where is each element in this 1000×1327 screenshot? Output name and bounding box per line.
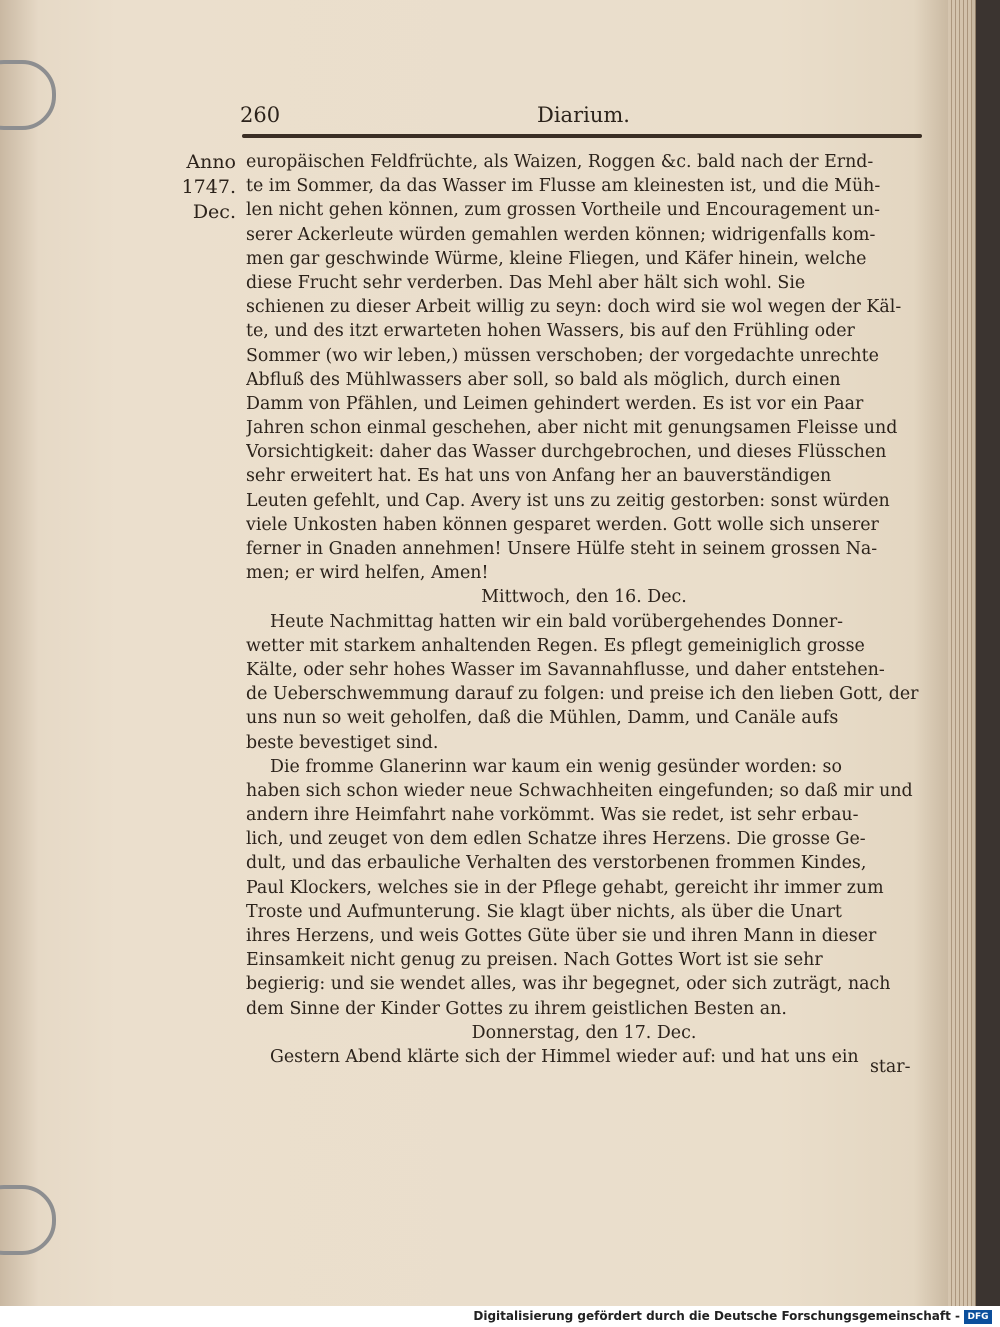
text-line: begierig: und sie wendet alles, was ihr begegnet, oder sich zuträgt, nach	[246, 974, 891, 995]
text-line: Paul Klockers, welches sie in der Pflege gehabt, gereicht ihr immer zum	[246, 877, 884, 898]
margin-note	[170, 150, 236, 225]
running-title: Diarium.	[537, 103, 630, 127]
text-line: Sommer (wo wir leben,) müssen verschoben; der vorgedachte unrechte	[246, 345, 879, 366]
text-line: Gestern Abend klärte sich der Himmel wieder auf: und hat uns ein	[270, 1046, 859, 1067]
text-line: beste bevestiget sind.	[246, 732, 439, 753]
text-line: andern ihre Heimfahrt nahe vorkömmt. Was sie redet, ist sehr erbau-	[246, 805, 859, 826]
footer-bar	[0, 1306, 1000, 1327]
page-edges	[948, 0, 976, 1306]
footer-credit: Digitalisierung gefördert durch die Deutsche Forschungsgemeinschaft -	[473, 1309, 960, 1323]
entry-heading-wednesday: Mittwoch, den 16. Dec.	[481, 587, 687, 608]
header-rule	[242, 134, 922, 138]
text-line: Damm von Pfählen, und Leimen gehindert werden. Es ist vor ein Paar	[246, 393, 864, 414]
text-line: men; er wird helfen, Amen!	[246, 563, 489, 584]
text-line: Troste und Aufmunterung. Sie klagt über nichts, als über die Unart	[246, 901, 842, 922]
page-number: 260	[240, 103, 281, 127]
text-line: Leuten gefehlt, und Cap. Avery ist uns zu zeitig gestorben: sonst würden	[246, 490, 890, 511]
text-line: Kälte, oder sehr hohes Wasser im Savannahflusse, und daher entstehen-	[246, 659, 885, 680]
text-line: serer Ackerleute würden gemahlen werden können; widrigenfalls kom-	[246, 224, 876, 245]
text-line: te, und des itzt erwarteten hohen Wassers, bis auf den Frühling oder	[246, 321, 855, 342]
dfg-logo-icon: DFG	[964, 1310, 992, 1324]
text-line: dult, und das erbauliche Verhalten des verstorbenen frommen Kindes,	[246, 853, 867, 874]
text-line: men gar geschwinde Würme, kleine Fliegen, und Käfer hinein, welche	[246, 248, 867, 269]
text-line: schienen zu dieser Arbeit willig zu seyn: doch wird sie wol wegen der Käl-	[246, 297, 902, 318]
text-line: Heute Nachmittag hatten wir ein bald vorübergehendes Donner-	[270, 611, 844, 632]
entry-heading-thursday: Donnerstag, den 17. Dec.	[471, 1022, 697, 1043]
text-line: Die fromme Glanerinn war kaum ein wenig gesünder worden: so	[270, 756, 842, 777]
text-line: Abfluß des Mühlwassers aber soll, so bald als möglich, durch einen	[246, 369, 841, 390]
text-line: haben sich schon wieder neue Schwachheiten eingefunden; so daß mir und	[246, 780, 913, 801]
margin-note-line: 1747.	[181, 176, 236, 198]
text-line: wetter mit starkem anhaltenden Regen. Es pflegt gemeiniglich grosse	[246, 635, 865, 656]
text-line: viele Unkosten haben können gesparet werden. Gott wolle sich unserer	[246, 514, 879, 535]
text-line: dem Sinne der Kinder Gottes zu ihrem geistlichen Besten an.	[246, 998, 787, 1019]
text-line: uns nun so weit geholfen, daß die Mühlen, Damm, und Canäle aufs	[246, 708, 839, 729]
text-line: Vorsichtigkeit: daher das Wasser durchgebrochen, und dieses Flüsschen	[246, 442, 887, 463]
text-line: Jahren schon einmal geschehen, aber nicht mit genungsamen Fleisse und	[246, 418, 898, 439]
text-line: len nicht gehen können, zum grossen Vortheile und Encouragement un-	[246, 200, 880, 221]
text-line: de Ueberschwemmung darauf zu folgen: und preise ich den lieben Gott, der	[246, 684, 919, 705]
text-line: Einsamkeit nicht genug zu preisen. Nach Gottes Wort ist sie sehr	[246, 950, 823, 971]
text-line: lich, und zeuget von dem edlen Schatze ihres Herzens. Die grosse Ge-	[246, 829, 866, 850]
margin-note-line: Dec.	[192, 201, 236, 223]
body-text	[246, 150, 922, 1069]
text-line: ferner in Gnaden annehmen! Unsere Hülfe steht in seinem grossen Na-	[246, 539, 878, 559]
text-line: ihres Herzens, und weis Gottes Güte über sie und ihren Mann in dieser	[246, 926, 877, 946]
catchword: star-	[870, 1057, 911, 1077]
margin-note-line: Anno	[186, 151, 236, 173]
text-line: europäischen Feldfrüchte, als Waizen, Roggen &c. bald nach der Ernd-	[246, 152, 874, 172]
text-line: diese Frucht sehr verderben. Das Mehl aber hält sich wohl. Sie	[246, 272, 806, 293]
text-line: sehr erweitert hat. Es hat uns von Anfang her an bauverständigen	[246, 466, 832, 487]
text-line: te im Sommer, da das Wasser im Flusse am kleinesten ist, und die Müh-	[246, 176, 881, 197]
